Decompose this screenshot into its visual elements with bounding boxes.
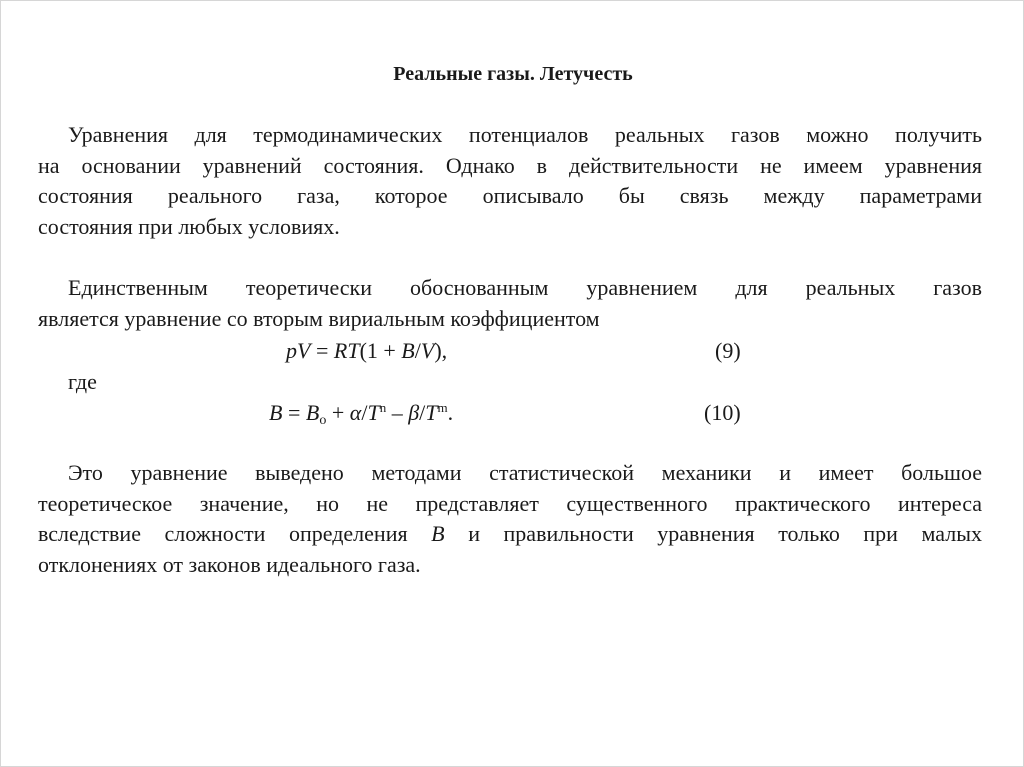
paragraph-1-line: Уравнения для термодинамических потенциалов реальных газов можно получить <box>68 122 982 147</box>
slide-title: Реальные газы. Летучесть <box>393 63 633 85</box>
equation-10-number: (10) <box>704 400 741 425</box>
paragraph-1-line: состояния при любых условиях. <box>38 213 340 239</box>
equation-10 <box>1 398 1024 428</box>
paragraph-3-line: вследствие сложности определения B и правильности уравнения только при малых <box>38 521 982 546</box>
where-label: где <box>68 369 97 394</box>
equation-10-formula: $B = B_o + \alpha/T^n - \beta/T^m$. <box>269 400 454 428</box>
paragraph-3-line: Это уравнение выведено методами статистической механики и имеет большое <box>68 460 982 485</box>
paragraph-3-line: отклонениях от законов идеального газа. <box>38 551 421 577</box>
paragraph-3 <box>38 458 982 580</box>
paragraph-1-line: состояния реального газа, которое описывало бы связь между параметрами <box>38 183 982 208</box>
equation-9-number: (9) <box>715 338 741 363</box>
paragraph-2 <box>38 273 982 334</box>
paragraph-1 <box>38 120 982 242</box>
equation-9 <box>1 336 1024 366</box>
paragraph-3-line: теоретическое значение, но не представляет существенного практического интереса <box>38 490 982 516</box>
paragraph-1-line: на основании уравнений состояния. Однако в действительности не имеем уравнения <box>38 152 982 178</box>
paragraph-2-line: является уравнение со вторым вириальным коэффициентом <box>38 305 600 331</box>
equation-9-formula: pV = RT(1 + B/V), <box>286 338 448 363</box>
paragraph-2-line: Единственным теоретически обоснованным уравнением для реальных газов <box>68 275 982 300</box>
